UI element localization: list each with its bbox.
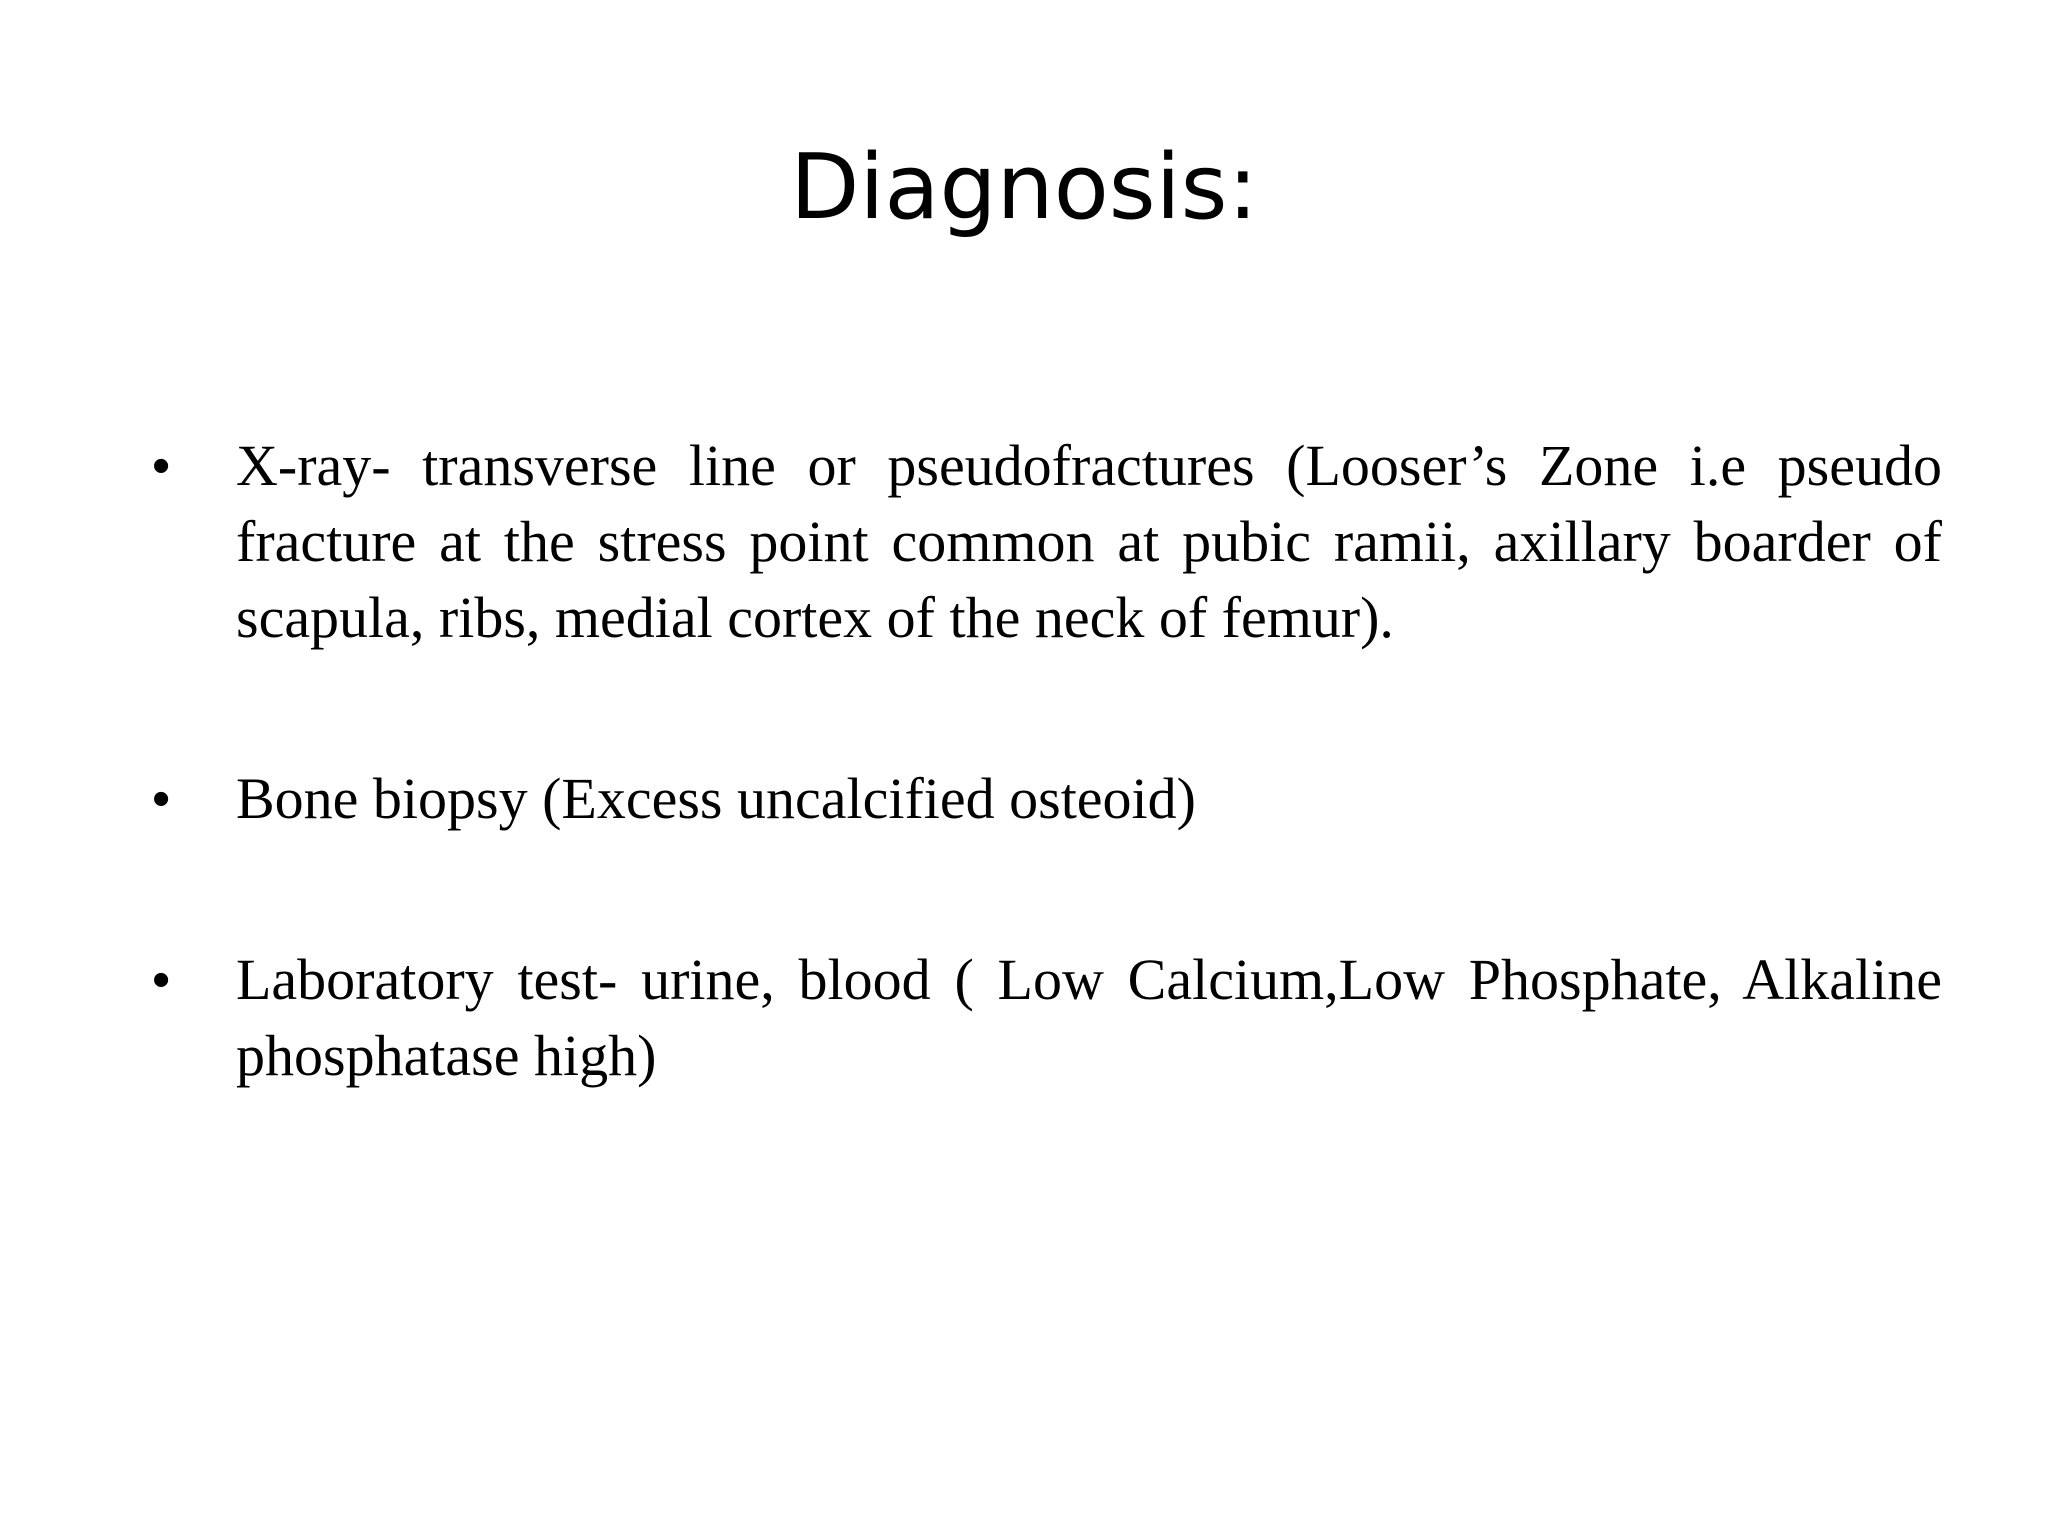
bullet-text-laboratory-test: Laboratory test- urine, blood ( Low Calcium,Low Phosphate, Alkaline phosphatase high) bbox=[236, 947, 1942, 1088]
bullet-icon: • bbox=[152, 951, 171, 1009]
bullet-list bbox=[0, 428, 2048, 1094]
bullet-text-xray: X-ray- transverse line or pseudofractures (Looser’s Zone i.e pseudo fracture at the stress point common at pubic ramii, axillary boarder of scapula, ribs, medial cortex of the neck of femur). bbox=[236, 433, 1942, 650]
bullet-text-bone-biopsy: Bone biopsy (Excess uncalcified osteoid) bbox=[236, 766, 1196, 831]
list-item bbox=[0, 761, 2048, 837]
list-item bbox=[0, 428, 2048, 656]
list-item bbox=[0, 942, 2048, 1094]
bullet-icon: • bbox=[152, 437, 171, 495]
slide-title: Diagnosis: bbox=[790, 135, 1258, 240]
bullet-icon: • bbox=[152, 770, 171, 828]
